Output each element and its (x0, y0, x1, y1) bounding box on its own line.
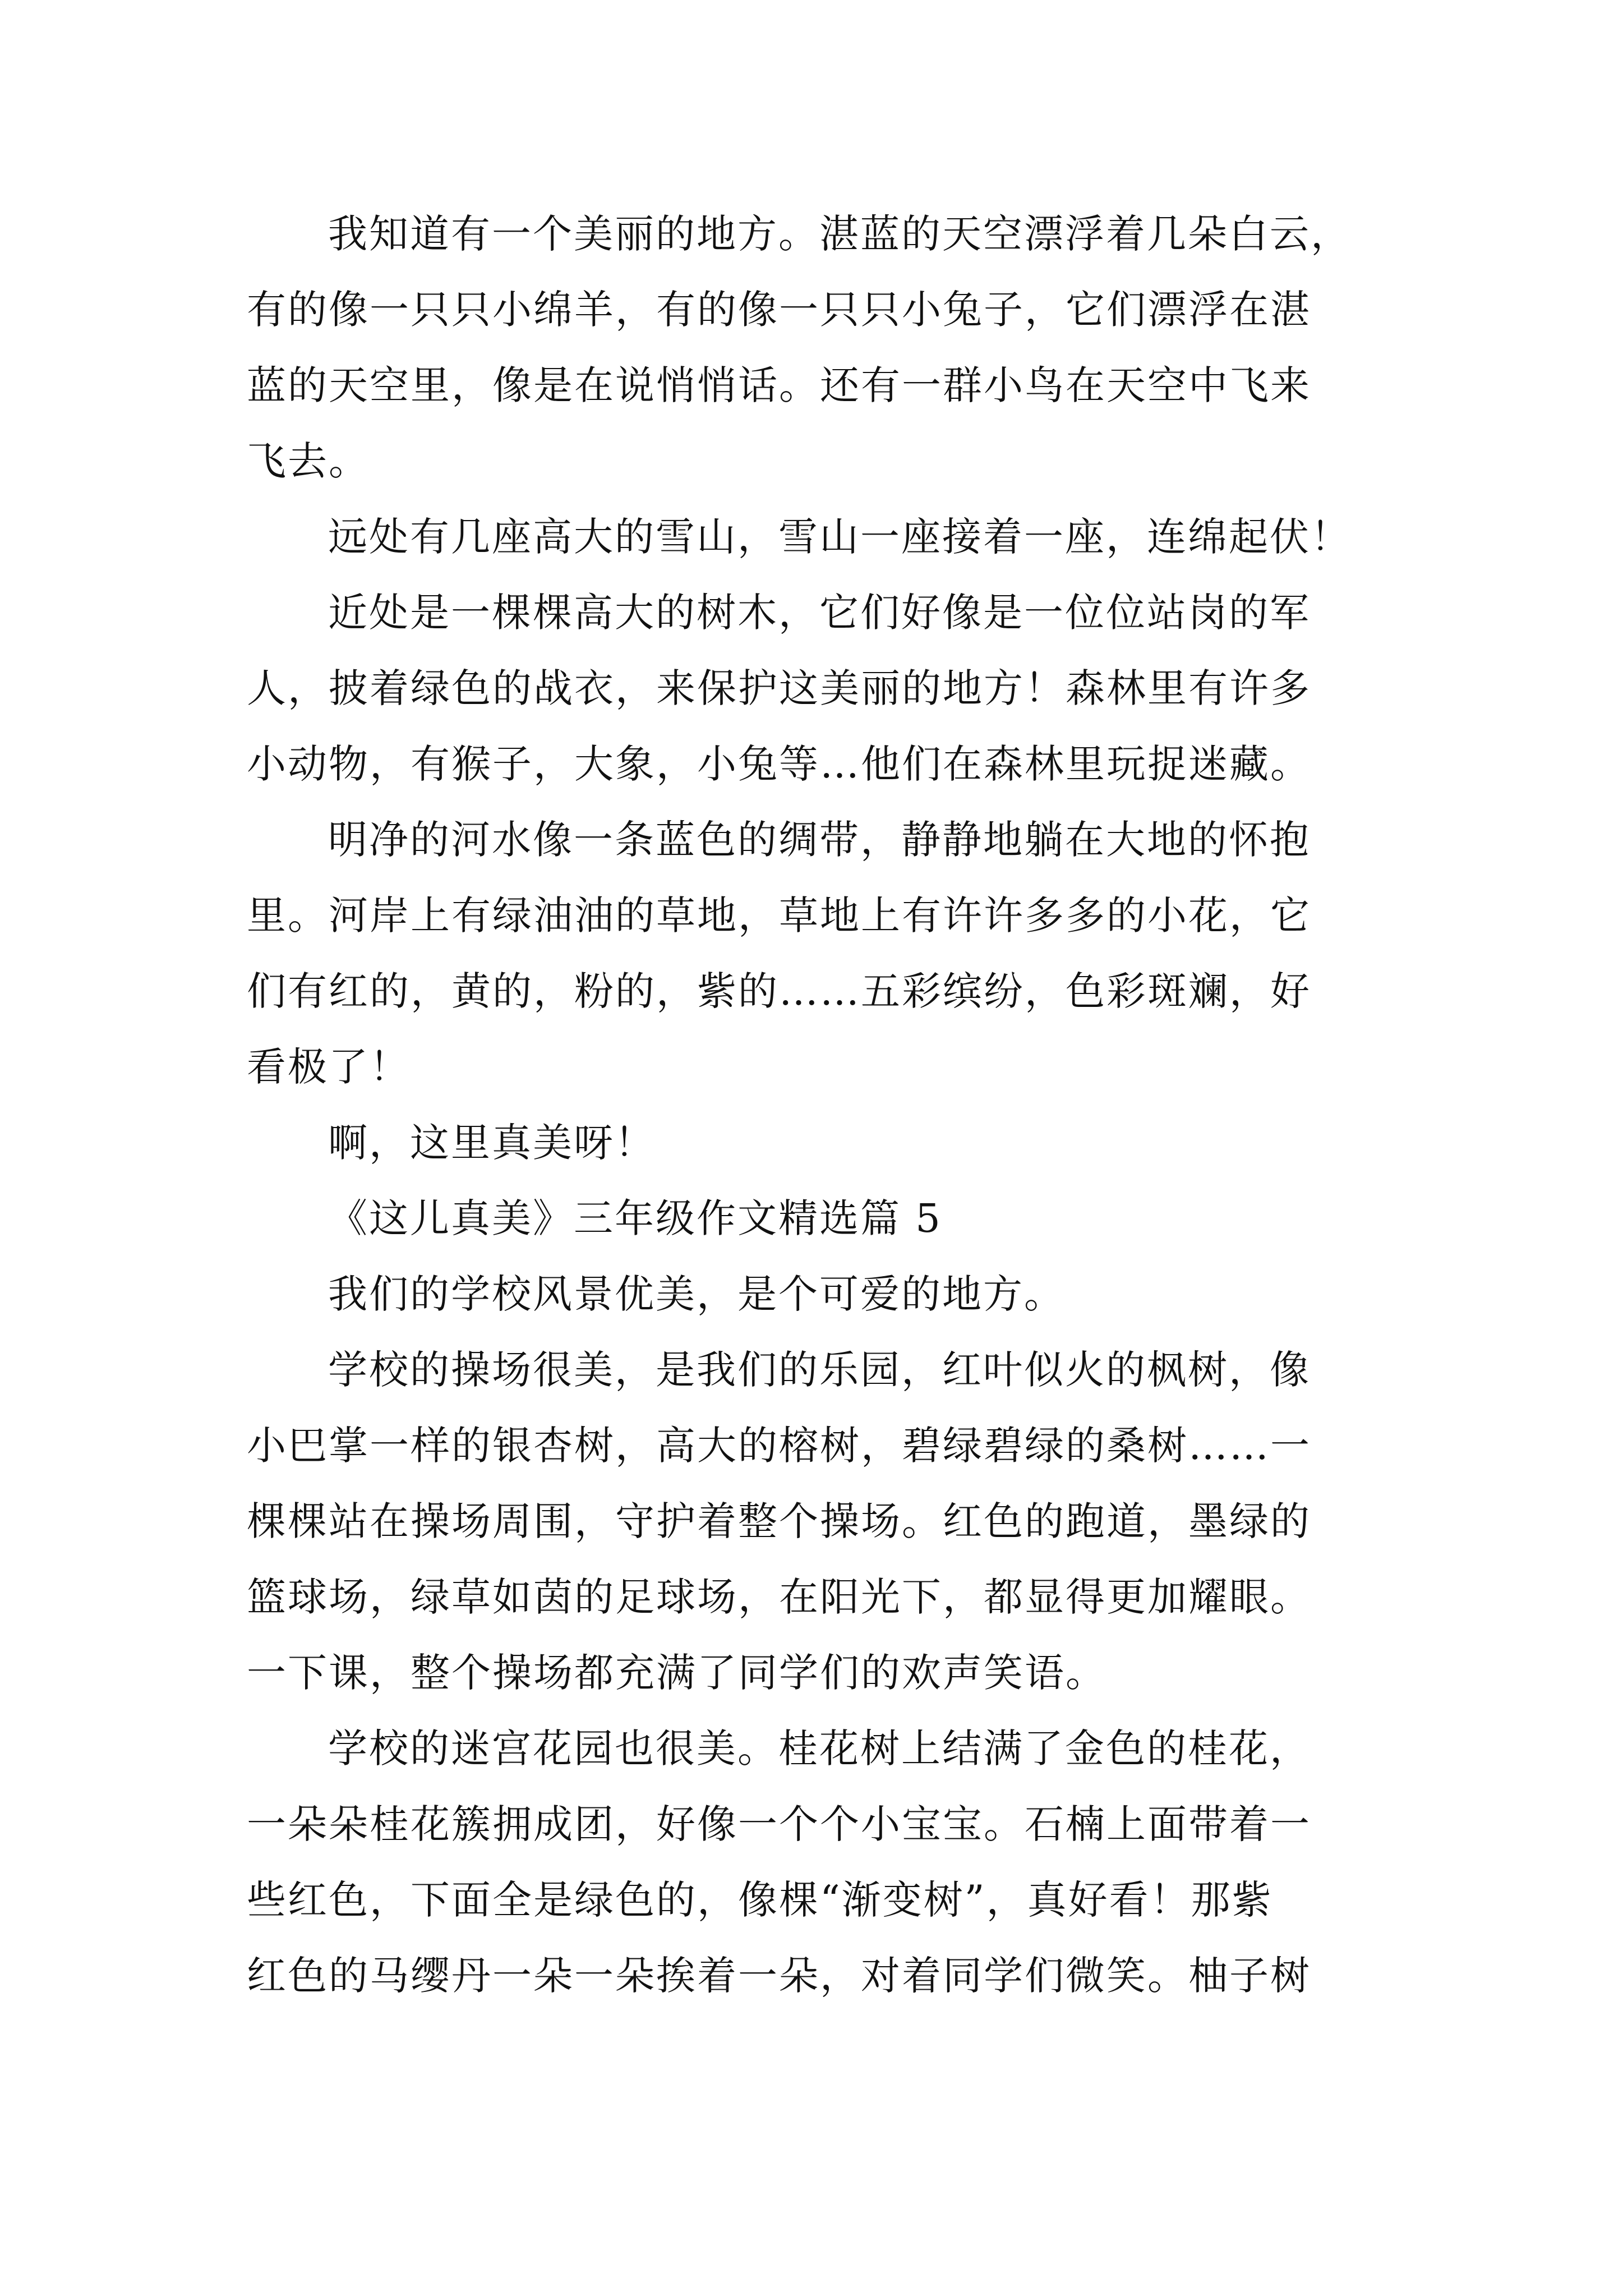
essay-text (247, 196, 1408, 2014)
text-line: 我们的学校风景优美，是个可爱的地方。 (328, 1271, 1065, 1317)
text-line: 啊，这里真美呀！ (328, 1120, 656, 1166)
text-line: 棵棵站在操场周围，守护着整个操场。红色的跑道，墨绿的 (247, 1498, 1311, 1544)
text-line: 一朵朵桂花簇拥成团，好像一个个小宝宝。石楠上面带着一 (247, 1801, 1311, 1847)
section-heading: 《这儿真美》三年级作文精选篇 5 (328, 1195, 942, 1241)
text-line: 些红色，下面全是绿色的，像棵“渐变树”，真好看！那紫 (247, 1877, 1273, 1923)
text-line: 有的像一只只小绵羊，有的像一只只小兔子，它们漂浮在湛 (247, 287, 1311, 333)
text-line: 们有红的，黄的，粉的，紫的……五彩缤纷，色彩斑斓，好 (247, 968, 1311, 1014)
text-line: 学校的操场很美，是我们的乐园，红叶似火的枫树，像 (328, 1347, 1311, 1393)
text-line: 近处是一棵棵高大的树木，它们好像是一位位站岗的军 (328, 590, 1311, 636)
text-line: 明净的河水像一条蓝色的绸带，静静地躺在大地的怀抱 (328, 817, 1311, 863)
text-line: 小动物，有猴子，大象，小兔等…他们在森林里玩捉迷藏。 (247, 741, 1311, 787)
text-line: 一下课，整个操场都充满了同学们的欢声笑语。 (247, 1650, 1106, 1696)
text-line: 小巴掌一样的银杏树，高大的榕树，碧绿碧绿的桑树……一 (247, 1423, 1311, 1469)
text-line: 飞去。 (247, 438, 370, 484)
text-line: 人，披着绿色的战衣，来保护这美丽的地方！森林里有许多 (247, 665, 1311, 711)
text-line: 我知道有一个美丽的地方。湛蓝的天空漂浮着几朵白云， (328, 211, 1352, 257)
text-line: 远处有几座高大的雪山，雪山一座接着一座，连绵起伏！ (328, 514, 1352, 560)
text-line: 蓝的天空里，像是在说悄悄话。还有一群小鸟在天空中飞来 (247, 362, 1311, 408)
text-line: 篮球场，绿草如茵的足球场，在阳光下，都显得更加耀眼。 (247, 1574, 1311, 1620)
text-line: 里。河岸上有绿油油的草地，草地上有许许多多的小花，它 (247, 892, 1311, 938)
text-line: 看极了！ (247, 1044, 411, 1090)
text-line: 红色的马缨丹一朵一朵挨着一朵，对着同学们微笑。柚子树 (247, 1953, 1311, 1999)
text-line: 学校的迷宫花园也很美。桂花树上结满了金色的桂花， (328, 1726, 1311, 1772)
